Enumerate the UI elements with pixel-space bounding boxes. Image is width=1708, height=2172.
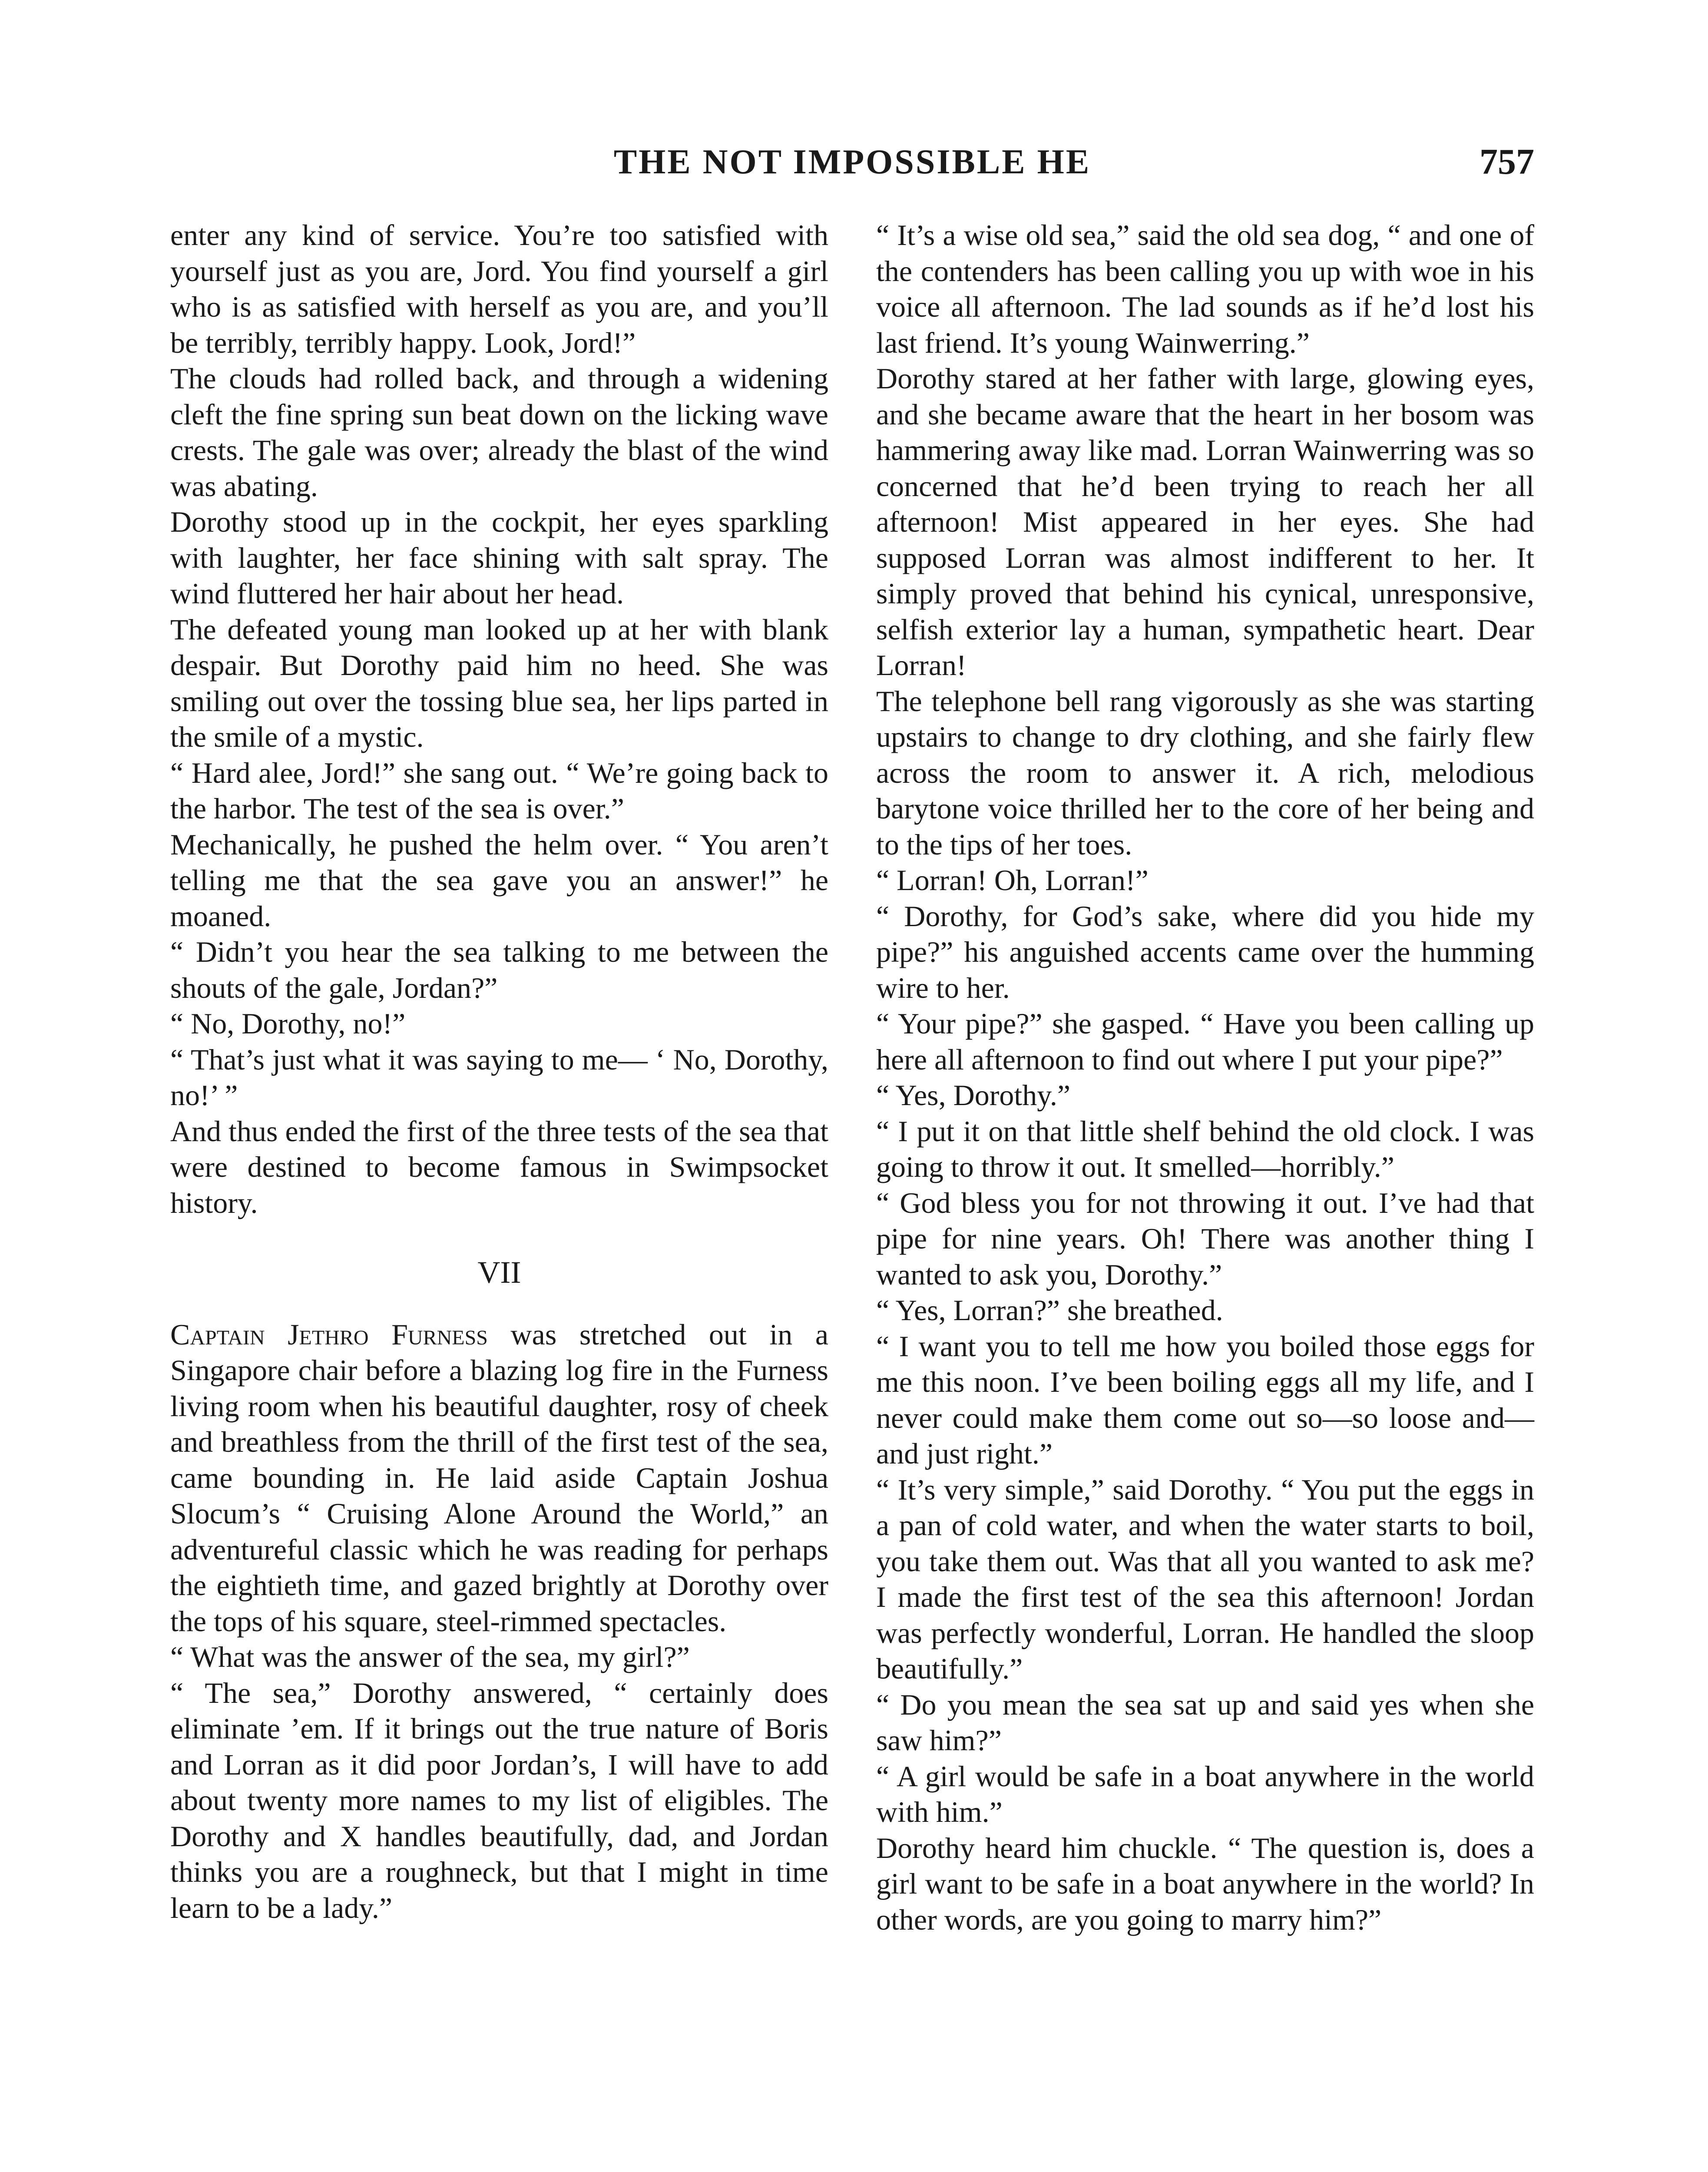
paragraph: The clouds had rolled back, and through a widening cleft the fine spring sun beat down on the licking wave crests. The gale was over; already the blast of the wind was abating. xyxy=(170,362,828,503)
page-header xyxy=(170,138,1534,186)
paragraph: “ Dorothy, for God’s sake, where did you hide my pipe?” his anguished accents came over the humming wire to her. xyxy=(876,899,1534,1004)
paragraph: “ What was the answer of the sea, my girl?” xyxy=(170,1640,690,1673)
paragraph: “ No, Dorothy, no!” xyxy=(170,1007,406,1040)
paragraph: “ That’s just what it was saying to me— ‘ No, Dorothy, no!’ ” xyxy=(170,1043,828,1112)
paragraph: “ Lorran! Oh, Lorran!” xyxy=(876,864,1149,897)
paragraph: enter any kind of service. You’re too satisfied with yourself just as you are, Jord. You find yourself a girl who is as satisfied with herself as you are, and you’ll be terribly, terribly happy. Look, Jord!” xyxy=(170,219,828,359)
paragraph: Dorothy heard him chuckle. “ The question is, does a girl want to be safe in a boat anywhere in the world? In other words, are you going to marry him?” xyxy=(876,1831,1534,1936)
paragraph: “ A girl would be safe in a boat anywhere in the world with him.” xyxy=(876,1759,1534,1828)
paragraph: Mechanically, he pushed the helm over. “ You aren’t telling me that the sea gave you an answer!” he moaned. xyxy=(170,828,828,933)
paragraph: “ The sea,” Dorothy answered, “ certainly does eliminate ’em. If it brings out the true nature of Boris and Lorran as it did poor Jordan’s, I will have to add about twenty more names to my list of eligibles. The Dorothy and X handles beautifully, dad, and Jordan thinks you are a roughneck, but that I might in time learn to be a lady.” xyxy=(170,1676,828,1924)
section-opening-paragraph xyxy=(170,1317,828,1639)
paragraph: “ I put it on that little shelf behind the old clock. I was going to throw it out. It smelled—horribly.” xyxy=(876,1114,1534,1183)
paragraph: “ It’s very simple,” said Dorothy. “ You put the eggs in a pan of cold water, and when the water starts to boil, you take them out. Was that all you wanted to ask me? I made the first test of the sea this afternoon! Jordan was perfectly wonderful, Lorran. He handled the sloop beautifully.” xyxy=(876,1473,1534,1685)
paragraph: “ God bless you for not throwing it out. I’ve had that pipe for nine years. Oh! There was another thing I wanted to ask you, Dorothy.” xyxy=(876,1186,1534,1291)
paragraph: “ Yes, Dorothy.” xyxy=(876,1079,1071,1112)
paragraph: “ Do you mean the sea sat up and said yes when she saw him?” xyxy=(876,1688,1534,1757)
running-title: THE NOT IMPOSSIBLE HE xyxy=(613,143,1091,181)
section-opening-text: was stretched out in a Singapore chair before a blazing log fire in the Furness living room when his beautiful daughter, rosy of cheek and breathless from the thrill of the first test of the sea, came bounding in. He laid aside Captain Joshua Slocum’s “ Cruising Alone Around the World,” an adventureful classic which he was reading for perhaps the eightieth time, and gazed brightly at Dorothy over the tops of his square, steel-rimmed spectacles. xyxy=(170,1318,829,1638)
paragraph: “ Didn’t you hear the sea talking to me between the shouts of the gale, Jordan?” xyxy=(170,935,828,1004)
paragraph: Dorothy stood up in the cockpit, her eyes sparkling with laughter, her face shining with salt spray. The wind fluttered her hair about her head. xyxy=(170,505,828,610)
paragraph: And thus ended the first of the three tests of the sea that were destined to become famous in Swimpsocket history. xyxy=(170,1114,828,1219)
paragraph: “ Yes, Lorran?” she breathed. xyxy=(876,1294,1223,1327)
section-heading: VII xyxy=(477,1255,521,1290)
section-opening-caps: Captain Jethro Furness xyxy=(170,1318,488,1351)
paragraph: “ It’s a wise old sea,” said the old sea dog, “ and one of the contenders has been calling you up with woe in his voice all afternoon. The lad sounds as if he’d lost his last friend. It’s young Wainwerring.” xyxy=(876,219,1534,359)
paragraph: The defeated young man looked up at her with blank despair. But Dorothy paid him no heed. She was smiling out over the tossing blue sea, her lips parted in the smile of a mystic. xyxy=(170,613,828,753)
page-number: 757 xyxy=(1480,142,1534,182)
paragraph: “ Your pipe?” she gasped. “ Have you been calling up here all afternoon to find out where I put your pipe?” xyxy=(876,1007,1534,1076)
left-column xyxy=(170,217,828,1926)
right-column xyxy=(876,217,1534,1937)
paragraph: “ Hard alee, Jord!” she sang out. “ We’re going back to the harbor. The test of the sea is over.” xyxy=(170,756,828,825)
paragraph: The telephone bell rang vigorously as she was starting upstairs to change to dry clothing, and she fairly flew across the room to answer it. A rich, melodious barytone voice thrilled her to the core of her being and to the tips of her toes. xyxy=(876,684,1534,861)
paragraph: “ I want you to tell me how you boiled those eggs for me this noon. I’ve been boiling eggs all my life, and I never could make them come out so—so loose and—and just right.” xyxy=(876,1329,1534,1470)
paragraph: Dorothy stared at her father with large, glowing eyes, and she became aware that the heart in her bosom was hammering away like mad. Lorran Wainwerring was so concerned that he’d been trying to reach her all afternoon! Mist appeared in her eyes. She had supposed Lorran was almost indifferent to her. It simply proved that behind his cynical, unresponsive, selfish exterior lay a human, sympathetic heart. Dear Lorran! xyxy=(876,362,1534,682)
